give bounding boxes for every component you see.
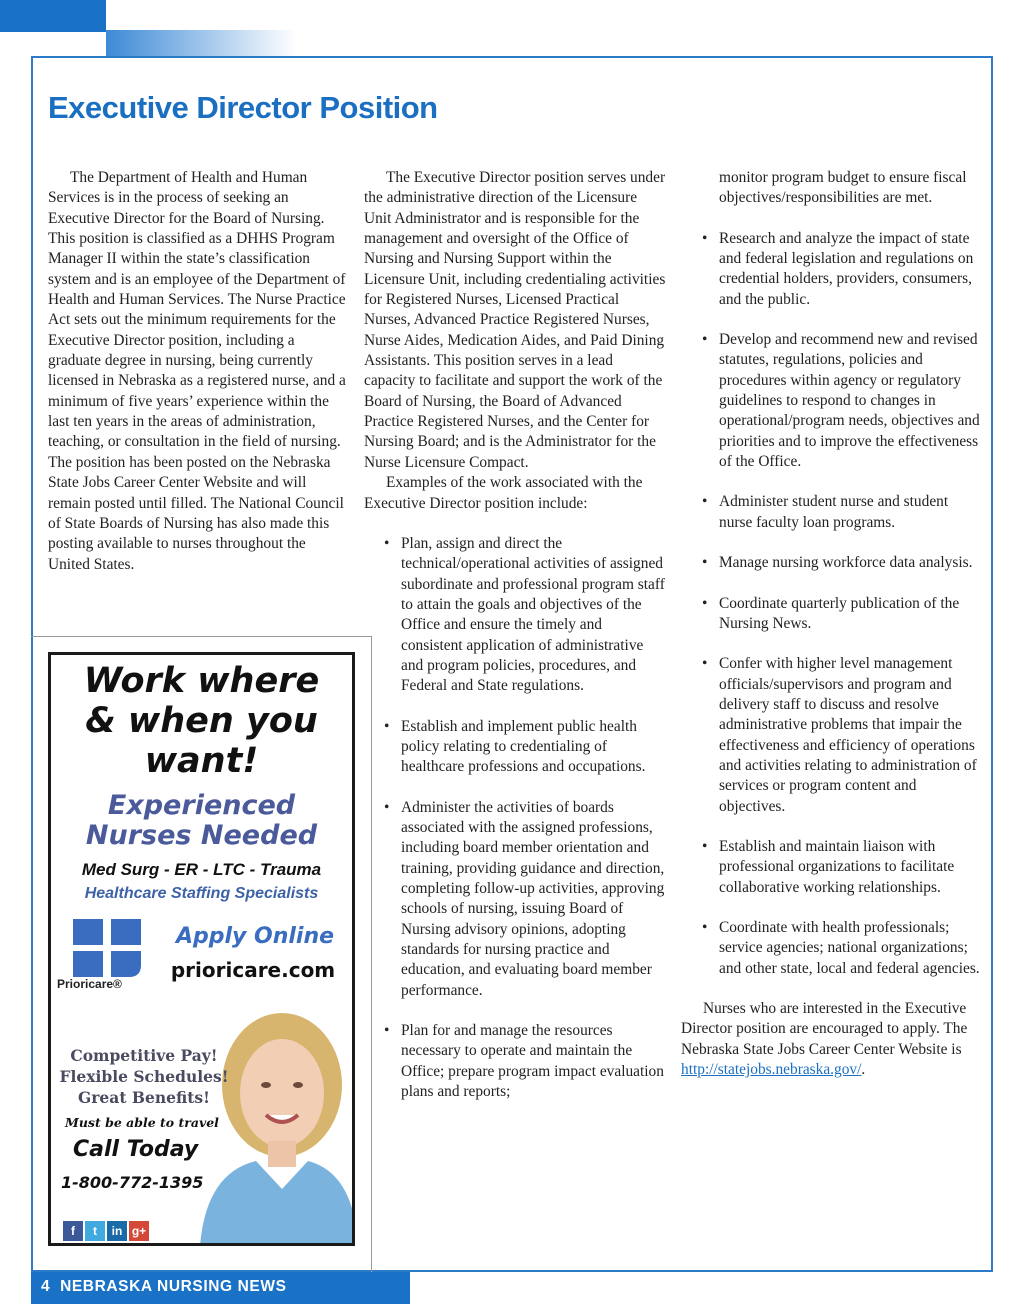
list-item: • Administer the activities of boards associated with the assigned professions, including board member orientation and training, providing guidance and direction, completing follow-up activities, approving schools of nursing, issuing Board of Nursing advisory opinions, adopting standards for nursing practice and education, and evaluating board member performance. <box>364 798 666 1001</box>
googleplus-icon[interactable]: g+ <box>129 1221 149 1241</box>
column-3 <box>681 168 983 1080</box>
jobs-website-link[interactable]: http://statejobs.nebraska.gov/ <box>681 1061 862 1079</box>
ad-headline-line: want! <box>144 741 259 781</box>
column-1 <box>48 168 346 575</box>
column-2 <box>364 168 666 1122</box>
duties-list-a <box>364 534 666 1103</box>
eye <box>261 1082 271 1088</box>
benefit-line: Flexible Schedules! <box>59 1067 229 1086</box>
list-item: • Establish and maintain liaison with professional organizations to facilitate collaborative working relationships. <box>681 837 983 898</box>
call-today-label: Call Today <box>73 1137 199 1162</box>
duties-list-b <box>681 229 983 979</box>
page-number: 4 <box>41 1278 51 1295</box>
ad-headline <box>51 661 352 781</box>
list-item: • Confer with higher level management officials/supervisors and program and delivery staff to discuss and resolve administrative problems that impair the effectiveness and efficiency of operations and activities relating to administration of services or program content and objectives. <box>681 654 983 817</box>
header-gradient-bar <box>106 30 296 58</box>
examples-intro: Examples of the work associated with the Executive Director position include: <box>364 474 643 512</box>
ad-subheadline <box>51 791 352 851</box>
phone-number[interactable]: 1-800-772-1395 <box>61 1173 204 1192</box>
page-title: Executive Director Position <box>48 90 438 125</box>
logo-block <box>73 919 103 945</box>
linkedin-icon[interactable]: in <box>107 1221 127 1241</box>
list-item: • Develop and recommend new and revised statutes, regulations, policies and procedures within agency or regulatory guidelines to respond to changes in operational/program needs, objectives and priorities and to improve the effectiveness of the Office. <box>681 330 983 472</box>
eye <box>293 1082 303 1088</box>
list-item: • Plan for and manage the resources necessary to operate and maintain the Office; prepare program impact evaluation plans and reports; <box>364 1021 666 1102</box>
facebook-icon[interactable]: f <box>63 1221 83 1241</box>
logo-block <box>111 951 141 977</box>
ad-specialties: Med Surg - ER - LTC - Trauma <box>81 860 322 879</box>
ad-separator-vertical <box>371 636 372 1272</box>
list-item: • Coordinate with health professionals; service agencies; national organizations; and other state, local and federal agencies. <box>681 918 983 979</box>
closing-text: Nurses who are interested in the Executive Director position are encouraged to apply. The Nebraska State Jobs Career Center Website is <box>681 1000 968 1058</box>
continued-text: monitor program budget to ensure fiscal objectives/responsibilities are met. <box>719 169 967 207</box>
twitter-icon[interactable]: t <box>85 1221 105 1241</box>
travel-requirement: Must be able to travel <box>65 1115 219 1130</box>
brand-label: Prioricare <box>57 977 114 991</box>
ad-subhead-line: Experienced <box>107 790 296 821</box>
page-footer <box>31 1272 410 1304</box>
role-paragraph: The Executive Director position serves under the administrative direction of the Licensure Unit Administrator and is responsible for the management and oversight of the Office of Nursing and Nursing Support within the Licensure Unit, including credentialing activities for Registered Nurses, Licensed Practical Nurses, Advanced Practice Registered Nurses, Nurse Aides, Medication Aides, and Paid Dining Assistants. This position serves in a lead capacity to facilitate and support the work of the Board of Nursing, the Board of Advanced Practice Registered Nurses, and the Center for Nursing Board; and is the Administrator for the Nurse Licensure Compact. <box>364 169 666 471</box>
publication-name: NEBRASKA NURSING NEWS <box>60 1278 287 1295</box>
intro-paragraph: The Department of Health and Human Services is in the process of seeking an Executive Director for the Board of Nursing. This position is classified as a DHHS Program Manager II within the state’s classification system and is an employee of the Department of Health and Human Services. The Nurse Practice Act sets out the minimum requirements for the Executive Director position, including a graduate degree in nursing, being currently licensed in Nebraska as a registered nurse, and a minimum of five years’ experience within the last ten years in the areas of administration, teaching, or consultation in the field of nursing. The position has been posted on the Nebraska State Jobs Career Center Website and will remain posted until filled. The National Council of State Boards of Nursing has also made this posting available to nurses throughout the United States. <box>48 169 346 573</box>
corner-accent <box>0 0 106 32</box>
prioricare-advertisement[interactable] <box>48 652 355 1246</box>
ad-tagline: Healthcare Staffing Specialists <box>84 885 319 902</box>
logo-block <box>111 919 141 945</box>
logo-block <box>73 951 103 977</box>
closing-paragraph <box>681 999 983 1080</box>
list-item: • Coordinate quarterly publication of the Nursing News. <box>681 594 983 635</box>
closing-period: . <box>861 1061 866 1079</box>
benefit-line: Great Benefits! <box>78 1088 210 1107</box>
ad-subhead-line: Nurses Needed <box>85 820 318 851</box>
footer-text <box>41 1278 287 1296</box>
ad-separator-horizontal <box>31 636 371 637</box>
benefit-line: Competitive Pay! <box>70 1046 218 1065</box>
ad-benefits <box>59 1045 229 1108</box>
list-item: • Establish and implement public health policy relating to credentialing of healthcare professions and occupations. <box>364 717 666 778</box>
neck <box>268 1141 296 1167</box>
list-item: • Manage nursing workforce data analysis. <box>681 553 983 573</box>
ad-website[interactable]: prioricare.com <box>170 958 336 982</box>
ad-headline-line: & when you <box>85 701 318 741</box>
apply-online-label: Apply Online <box>175 924 335 949</box>
face <box>240 1039 324 1147</box>
brand-name: Prioricare® <box>57 977 122 991</box>
list-item: • Plan, assign and direct the technical/operational activities of assigned subordinate and professional program staff to attain the goals and objectives of the Office and ensure the timely and consistent application of administrative and program policies, procedures, and Federal and State regulations. <box>364 534 666 697</box>
list-item: • Administer student nurse and student nurse faculty loan programs. <box>681 492 983 533</box>
list-item: • Research and analyze the impact of state and federal legislation and regulations on credential holders, providers, consumers, and the public. <box>681 229 983 310</box>
ad-headline-line: Work where <box>83 661 320 701</box>
social-icons <box>63 1221 149 1241</box>
